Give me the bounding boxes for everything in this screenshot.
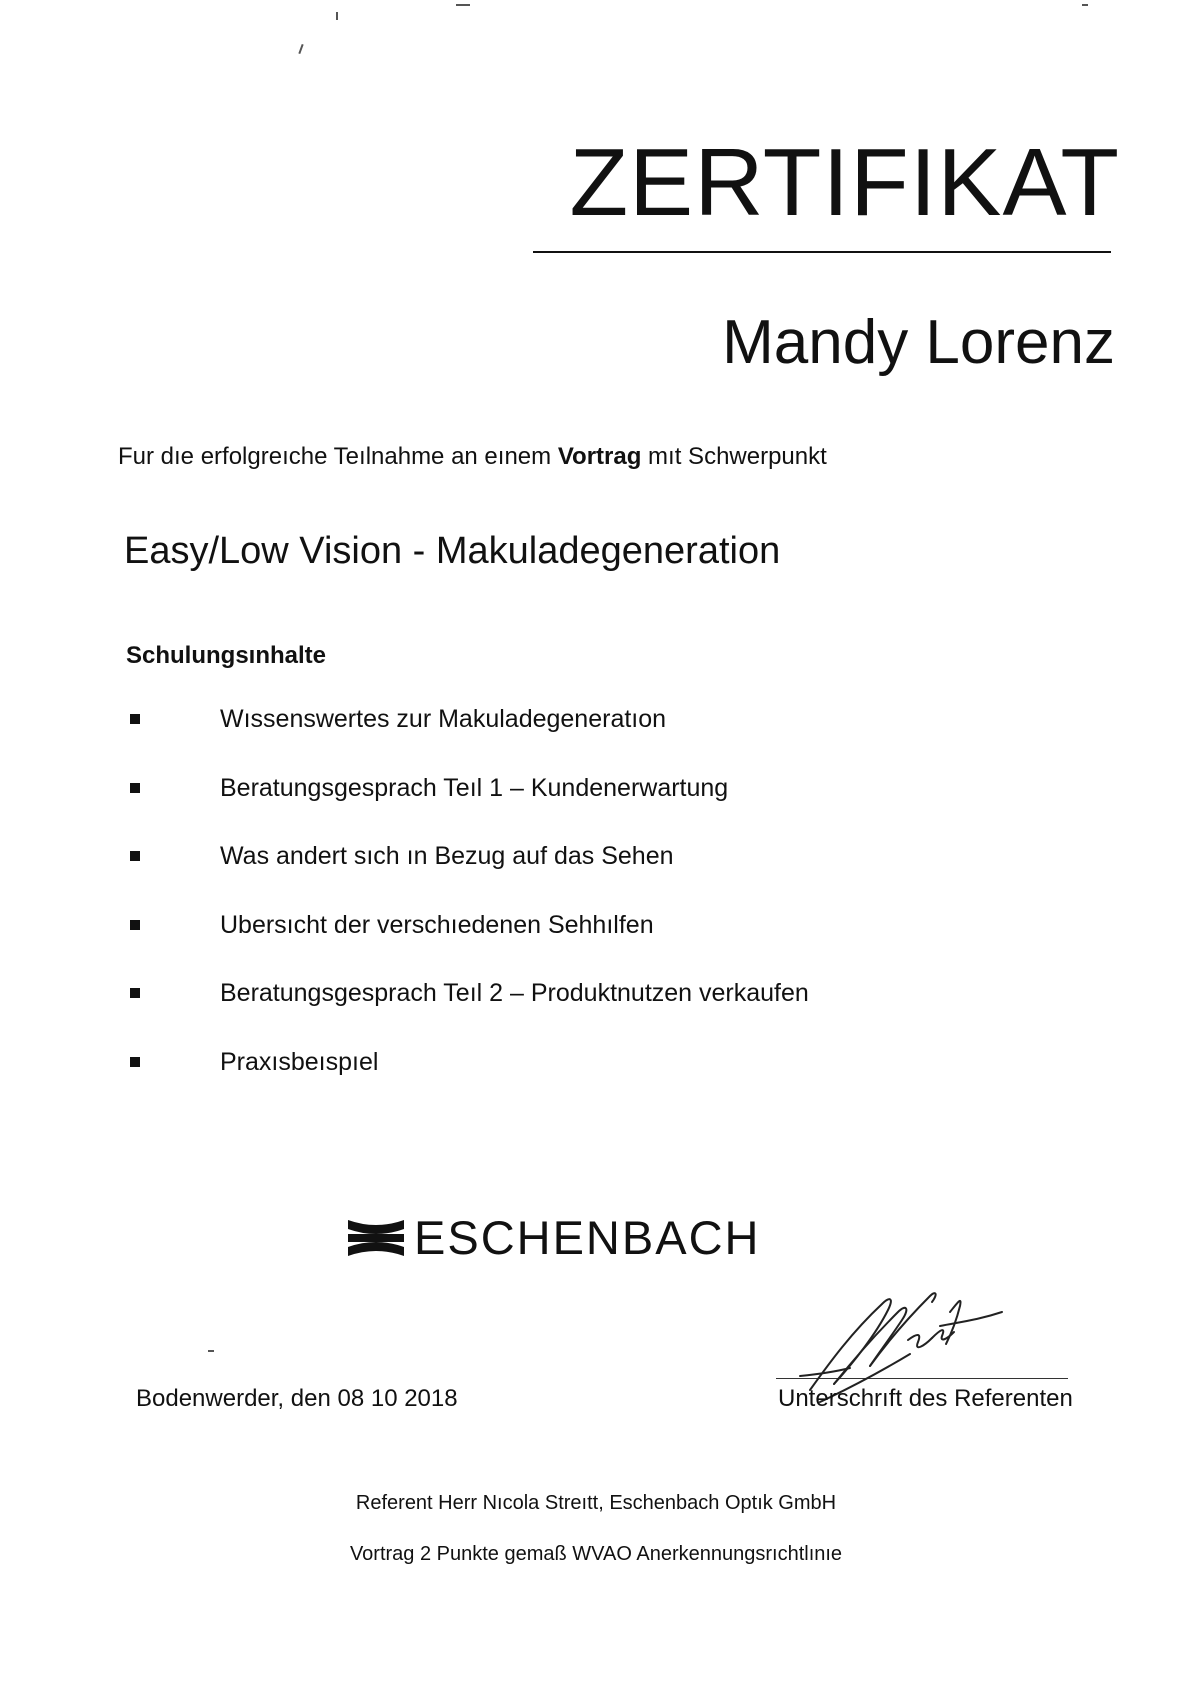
contents-heading: Schulungsınhalte bbox=[126, 642, 327, 669]
statement-emphasis: Vortrag bbox=[557, 443, 642, 470]
signature-caption: Unterschrıft des Referenten bbox=[778, 1385, 1073, 1412]
list-item-text: Wıssenswertes zur Makuladegeneratıon bbox=[220, 705, 667, 733]
credit-points-info: Vortrag 2 Punkte gemaß WVAO Anerkennungsrıchtlınıe bbox=[349, 1543, 843, 1565]
bullet-square-icon bbox=[130, 1057, 140, 1067]
list-item bbox=[126, 979, 809, 1048]
certificate-title: ZERTIFIKAT bbox=[569, 129, 1120, 236]
brand-mark-icon bbox=[348, 1216, 404, 1260]
list-item-text: Beratungsgesprach Teıl 2 – Produktnutzen verkaufen bbox=[220, 979, 809, 1008]
statement-text-start: Fur dıe erfolgreıche Teılnahme an eınem bbox=[118, 443, 558, 470]
list-item bbox=[126, 774, 809, 843]
list-item-text: Ubersıcht der verschıedenen Sehhılfen bbox=[220, 910, 654, 939]
list-item bbox=[126, 705, 809, 774]
list-item-text: Was andert sıch ın Bezug auf das Sehen bbox=[220, 842, 674, 871]
brand-name: ESCHENBACH bbox=[414, 1211, 761, 1264]
eschenbach-logo bbox=[348, 1208, 760, 1268]
bullet-square-icon bbox=[130, 783, 140, 793]
bullet-square-icon bbox=[130, 714, 140, 724]
bullet-square-icon bbox=[130, 920, 140, 930]
list-item bbox=[126, 911, 809, 980]
course-topic: Easy/Low Vision - Makuladegeneration bbox=[124, 530, 781, 572]
statement-text-end: mıt Schwerpunkt bbox=[641, 443, 827, 470]
scan-artifact bbox=[336, 12, 338, 20]
lecturer-info: Referent Herr Nıcola Streıtt, Eschenbach Optık GmbH bbox=[355, 1492, 837, 1514]
bullet-square-icon bbox=[130, 988, 140, 998]
list-item-text: Beratungsgesprach Teıl 1 – Kundenerwartung bbox=[220, 773, 729, 802]
title-underline bbox=[533, 251, 1111, 253]
scan-artifact bbox=[298, 44, 303, 54]
list-item-text: Praxısbeıspıel bbox=[220, 1047, 379, 1076]
contents-list bbox=[126, 705, 809, 1117]
scan-artifact bbox=[456, 4, 470, 6]
list-item bbox=[126, 1048, 809, 1117]
place-and-date: Bodenwerder, den 08 10 2018 bbox=[136, 1385, 458, 1412]
recipient-name: Mandy Lorenz bbox=[722, 308, 1115, 377]
bullet-square-icon bbox=[130, 851, 140, 861]
list-item bbox=[126, 842, 809, 911]
participation-statement bbox=[118, 442, 827, 472]
scan-artifact bbox=[1082, 4, 1088, 6]
scan-artifact bbox=[208, 1350, 214, 1352]
